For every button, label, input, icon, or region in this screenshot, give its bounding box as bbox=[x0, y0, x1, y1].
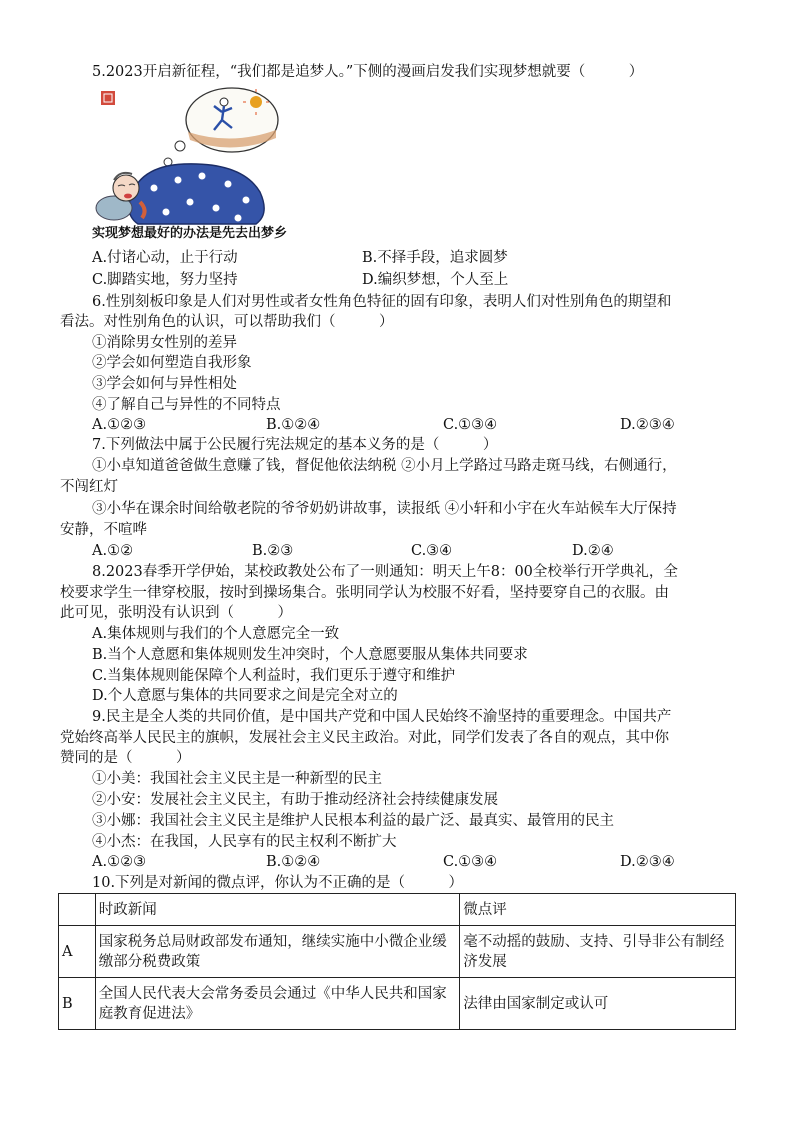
q8-stem-line-1: 8.2023春季开学伊始，某校政教处公布了一则通知：明天上午8：00全校举行开学典礼，全 bbox=[92, 564, 678, 580]
q6-stem-line-2: 看法。对性别角色的认识，可以帮助我们（ ） bbox=[60, 314, 394, 330]
header-cell-empty bbox=[59, 894, 96, 926]
q6-option-d[interactable]: D.②③④ bbox=[620, 417, 675, 433]
q9-stem-line-2: 党始终高举人民民主的旗帜，发展社会主义民主政治。对此，同学们发表了各自的观点，其中你 bbox=[60, 730, 669, 746]
q7-items-line-2: 不闯红灯 bbox=[60, 479, 118, 495]
q9-stem-line-3: 赞同的是（ ） bbox=[60, 750, 191, 766]
q6-option-b[interactable]: B.①②④ bbox=[266, 417, 321, 433]
q9-item-4: ④小杰：在我国，人民享有的民主权利不断扩大 bbox=[92, 834, 397, 850]
q7-items-line-4: 安静，不喧哗 bbox=[60, 522, 147, 538]
table-row[interactable] bbox=[59, 978, 736, 1030]
row-a-comment: 毫不动摇的鼓励、支持、引导非公有制经济发展 bbox=[460, 926, 736, 978]
q5-option-a[interactable]: A.付诸心动，止于行动 bbox=[92, 250, 238, 266]
news-commentary-table bbox=[58, 893, 736, 1030]
q6-item-1: ①消除男女性别的差异 bbox=[92, 335, 237, 351]
row-b-comment: 法律由国家制定或认可 bbox=[460, 978, 736, 1030]
q9-option-b[interactable]: B.①②④ bbox=[266, 854, 321, 870]
seal-stamp bbox=[101, 91, 115, 105]
q5-option-c[interactable]: C.脚踏实地，努力坚持 bbox=[92, 272, 238, 288]
q9-option-d[interactable]: D.②③④ bbox=[620, 854, 675, 870]
q7-option-c[interactable]: C.③④ bbox=[411, 543, 453, 559]
q8-stem-line-2: 校要求学生一律穿校服，按时到操场集合。张明同学认为校服不好看，坚持要穿自己的衣服。由 bbox=[60, 585, 669, 601]
q7-items-line-3: ③小华在课余时间给敬老院的爷爷奶奶讲故事，读报纸 ④小轩和小宇在火车站候车大厅保持 bbox=[92, 501, 677, 517]
header-cell-news: 时政新闻 bbox=[95, 894, 460, 926]
q7-items-line-1: ①小卓知道爸爸做生意赚了钱，督促他依法纳税 ②小月上学路过马路走斑马线，右侧通行， bbox=[92, 458, 677, 474]
q9-stem-line-1: 9.民主是全人类的共同价值，是中国共产党和中国人民始终不渝坚持的重要理念。中国共产 bbox=[92, 709, 672, 725]
q9-item-1: ①小美：我国社会主义民主是一种新型的民主 bbox=[92, 771, 382, 787]
table-header-row bbox=[59, 894, 736, 926]
row-b-news: 全国人民代表大会常务委员会通过《中华人民共和国家庭教育促进法》 bbox=[95, 978, 460, 1030]
q8-option-a[interactable]: A.集体规则与我们的个人意愿完全一致 bbox=[92, 626, 340, 642]
q6-item-2: ②学会如何塑造自我形象 bbox=[92, 355, 252, 371]
q8-stem-line-3: 此可见，张明没有认识到（ ） bbox=[60, 605, 292, 621]
q7-option-b[interactable]: B.②③ bbox=[252, 543, 294, 559]
q5-option-d[interactable]: D.编织梦想，个人至上 bbox=[362, 272, 509, 288]
q6-stem-line-1: 6.性别刻板印象是人们对男性或者女性角色特征的固有印象，表明人们对性别角色的期望和 bbox=[92, 294, 672, 310]
dream-cartoon-illustration bbox=[92, 84, 308, 242]
row-label-a: A bbox=[59, 926, 96, 978]
q6-option-c[interactable]: C.①③④ bbox=[443, 417, 498, 433]
row-a-news: 国家税务总局财政部发布通知，继续实施中小微企业缓缴部分税费政策 bbox=[95, 926, 460, 978]
q6-option-a[interactable]: A.①②③ bbox=[92, 417, 147, 433]
q9-option-c[interactable]: C.①③④ bbox=[443, 854, 498, 870]
q7-option-a[interactable]: A.①② bbox=[92, 543, 134, 559]
table-row[interactable] bbox=[59, 926, 736, 978]
q8-option-d[interactable]: D.个人意愿与集体的共同要求之间是完全对立的 bbox=[92, 688, 398, 704]
q9-option-a[interactable]: A.①②③ bbox=[92, 854, 147, 870]
q5-stem: 5.2023开启新征程，“我们都是追梦人。”下侧的漫画启发我们实现梦想就要（ ） bbox=[92, 64, 644, 80]
q9-item-3: ③小娜：我国社会主义民主是维护人民根本利益的最广泛、最真实、最管用的民主 bbox=[92, 813, 614, 829]
q7-option-d[interactable]: D.②④ bbox=[572, 543, 614, 559]
header-cell-comment: 微点评 bbox=[460, 894, 736, 926]
q6-item-4: ④了解自己与异性的不同特点 bbox=[92, 397, 281, 413]
q5-option-b[interactable]: B.不择手段，追求圆梦 bbox=[362, 250, 508, 266]
cartoon-caption: 实现梦想最好的办法是先去出梦乡 bbox=[92, 226, 288, 241]
sun-icon bbox=[250, 96, 262, 108]
blanket bbox=[129, 164, 264, 224]
q8-option-c[interactable]: C.当集体规则能保障个人利益时，我们更乐于遵守和维护 bbox=[92, 668, 456, 684]
q8-option-b[interactable]: B.当个人意愿和集体规则发生冲突时，个人意愿要服从集体共同要求 bbox=[92, 647, 528, 663]
q7-stem: 7.下列做法中属于公民履行宪法规定的基本义务的是（ ） bbox=[92, 437, 498, 453]
row-label-b: B bbox=[59, 978, 96, 1030]
q6-item-3: ③学会如何与异性相处 bbox=[92, 376, 237, 392]
q9-item-2: ②小安：发展社会主义民主，有助于推动经济社会持续健康发展 bbox=[92, 792, 498, 808]
q10-stem: 10.下列是对新闻的微点评，你认为不正确的是（ ） bbox=[92, 875, 464, 891]
